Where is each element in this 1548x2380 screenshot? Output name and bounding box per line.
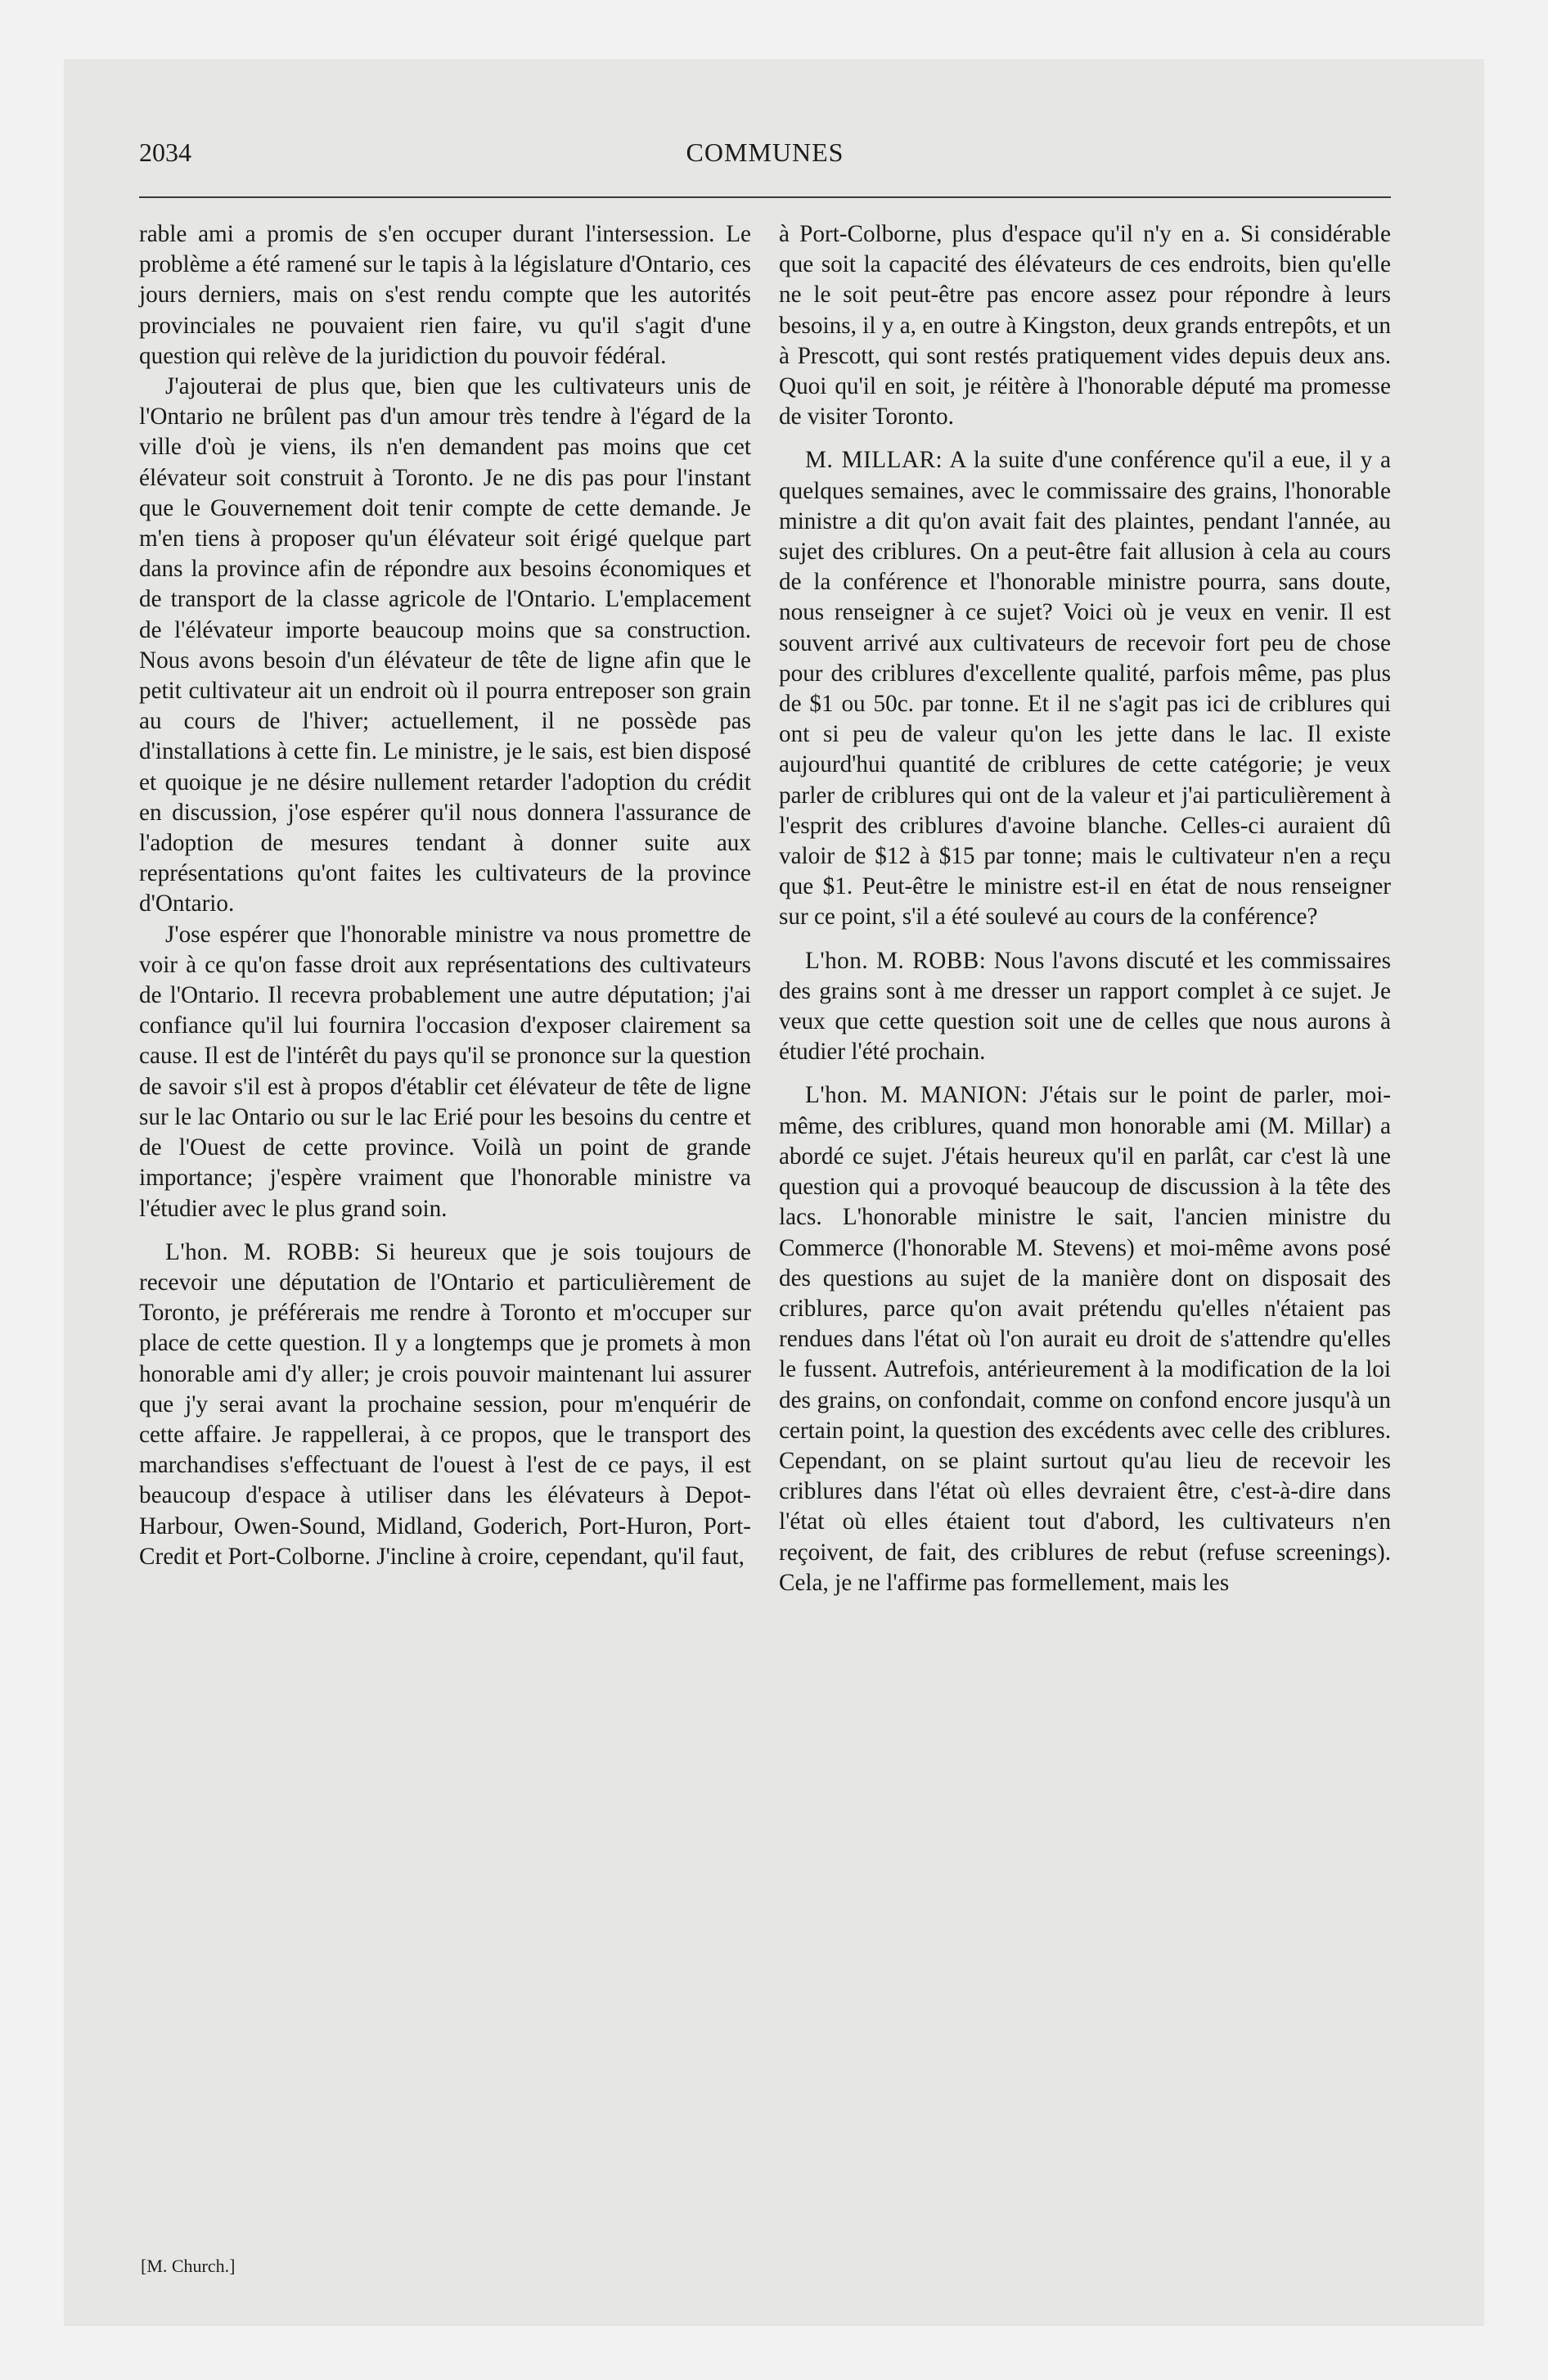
left-column [139,219,751,1572]
header-rule [139,196,1391,198]
paragraph [779,1080,1391,1598]
paragraph-text: J'ose espérer que l'honorable ministre va nous promettre de voir à ce qu'on fasse droit aux représentations des cultivateurs de l'Ontario. Il recevra probablement une autre députation; j'ai confiance qu'il lui fournira l'occasion d'exposer clairement sa cause. Il est de l'intérêt du pays qu'il se prononce sur la question de savoir s'il est à propos d'établir cet élévateur de tête de ligne sur le lac Ontario ou sur le lac Erié pour les besoins du centre et de l'Ouest de cette province. Voilà un point de grande importance; j'espère vraiment que l'honorable ministre va l'étudier avec le plus grand soin. [139,921,751,1222]
paragraph [139,372,751,920]
right-column [779,219,1391,1598]
speaker-name: L'hon. M. ROBB: [805,947,987,974]
paragraph [779,946,1391,1068]
paragraph [779,445,1391,932]
speaker-name: M. MILLAR: [805,447,943,474]
paragraph-text: J'ajouterai de plus que, bien que les cultivateurs unis de l'Ontario ne brûlent pas d'un amour très tendre à l'égard de la ville d'où je viens, ils n'en demandent pas moins que cet élévateur soit construit à Toronto. Je ne dis pas pour l'instant que le Gouvernement doit tenir compte de cette demande. Je m'en tiens à proposer qu'un élévateur soit érigé quelque part dans la province afin de répondre aux besoins économiques et de transport de la classe agricole de l'Ontario. L'emplacement de l'élévateur importe beaucoup moins que sa construction. Nous avons besoin d'un élévateur de tête de ligne afin que le petit cultivateur ait un endroit où il pourra entreposer son grain au cours de l'hiver; actuellement, il ne possède pas d'installations à cette fin. Le ministre, je le sais, est bien disposé et quoique je ne désire nullement retarder l'adoption du crédit en discussion, j'ose espérer qu'il nous donnera l'assurance de l'adoption de mesures tendant à donner suite aux représentations qu'ont faites les cultivateurs de la province d'Ontario. [139,373,751,917]
running-title: COMMUNES [686,137,844,167]
paragraph-text: A la suite d'une conférence qu'il a eue, il y a quelques semaines, avec le commissaire des grains, l'honorable ministre a dit qu'on avait fait des plaintes, pendant l'année, au sujet des criblures. On a peut-être fait allusion à cela au cours de la conférence et l'honorable ministre pourra, sans doute, nous renseigner à ce sujet? Voici où je veux en venir. Il est souvent arrivé aux cultivateurs de recevoir fort peu de chose pour des criblures d'excellente qualité, parfois même, pas plus de $1 ou 50c. par tonne. Et il ne s'agit pas ici de criblures qui ont si peu de valeur qu'on les jette dans le lac. Il existe aujourd'hui quantité de criblures de cette catégorie; je veux parler de criblures qui ont de la valeur et j'ai particulièrement à l'esprit des criblures d'avoine blanche. Celles-ci auraient dû valoir de $12 à $15 par tonne; mais le cultivateur n'en a reçu que $1. Peut-être le ministre est-il en état de nous renseigner sur ce point, s'il a été soulevé au cours de la conférence? [779,447,1392,931]
speaker-name: L'hon. M. ROBB: [165,1238,361,1265]
paragraph-text: Nous l'avons discuté et les commissaires des grains sont à me dresser un rapport complet à ce sujet. Je veux que cette question soit une de celles que nous aurons à étudier l'été prochain. [779,947,1391,1066]
paragraph-text: Si heureux que je sois toujours de recevoir une députation de l'Ontario et particulièrement de Toronto, je préférerais me rendre à Toronto et m'occuper sur place de cette question. Il y a longtemps que je promets à mon honorable ami d'y aller; je crois pouvoir maintenant lui assurer que j'y serai avant la prochaine session, pour m'enquérir de cette affaire. Je rappellerai, à ce propos, que le transport des marchandises s'effectuant de l'ouest à l'est de ce pays, il est beaucoup d'espace à utiliser dans les élévateurs à Depot-Harbour, Owen-Sound, Midland, Goderich, Port-Huron, Port-Credit et Port-Colborne. J'incline à croire, cependant, qu'il faut, [139,1238,751,1570]
member-signature: [M. Church.] [141,2256,236,2276]
paragraph [779,219,1391,432]
paragraph [139,219,751,372]
paragraph-text: rable ami a promis de s'en occuper durant l'intersession. Le problème a été ramené sur le tapis à la législature d'Ontario, ces jours derniers, mais on s'est rendu compte que les autorités provinciales ne pouvaient rien faire, vu qu'il s'agit d'une question qui relève de la juridiction du pouvoir fédéral. [139,221,751,369]
speaker-name: L'hon. M. MANION: [805,1082,1028,1109]
paragraph [139,920,751,1224]
page-number: 2034 [139,137,191,167]
paragraph [139,1237,751,1572]
paragraph-text: J'étais sur le point de parler, moi-même, des criblures, quand mon honorable ami (M. Millar) a abordé ce sujet. J'étais heureux qu'il en parlât, car c'est là une question qui a provoqué beaucoup de discussion à la tête des lacs. L'honorable ministre le sait, l'ancien ministre du Commerce (l'honorable M. Stevens) et moi-même avons posé des questions au sujet de la manière dont on disposait des criblures, parce qu'on avait prétendu qu'elles n'étaient pas rendues dans l'état où l'on aurait eu droit de s'attendre qu'elles le fussent. Autrefois, antérieurement à la modification de la loi des grains, on confondait, comme on confond encore jusqu'à un certain point, la question des excédents avec celle des criblures. Cependant, on se plaint surtout qu'au lieu de recevoir les criblures dans l'état où elles devraient être, c'est-à-dire dans l'état où elles étaient tout d'abord, les cultivateurs n'en reçoivent, de fait, des criblures de rebut (refuse screenings). Cela, je ne l'affirme pas formellement, mais les [779,1082,1391,1596]
paragraph-text: à Port-Colborne, plus d'espace qu'il n'y en a. Si considérable que soit la capacité des élévateurs de ces endroits, bien qu'elle ne le soit peut-être pas encore assez pour répondre à leurs besoins, il y a, en outre à Kingston, deux grands entrepôts, et un à Prescott, qui sont restés pratiquement vides depuis deux ans. Quoi qu'il en soit, je réitère à l'honorable député ma promesse de visiter Toronto. [779,221,1391,430]
page-header [139,137,1391,170]
